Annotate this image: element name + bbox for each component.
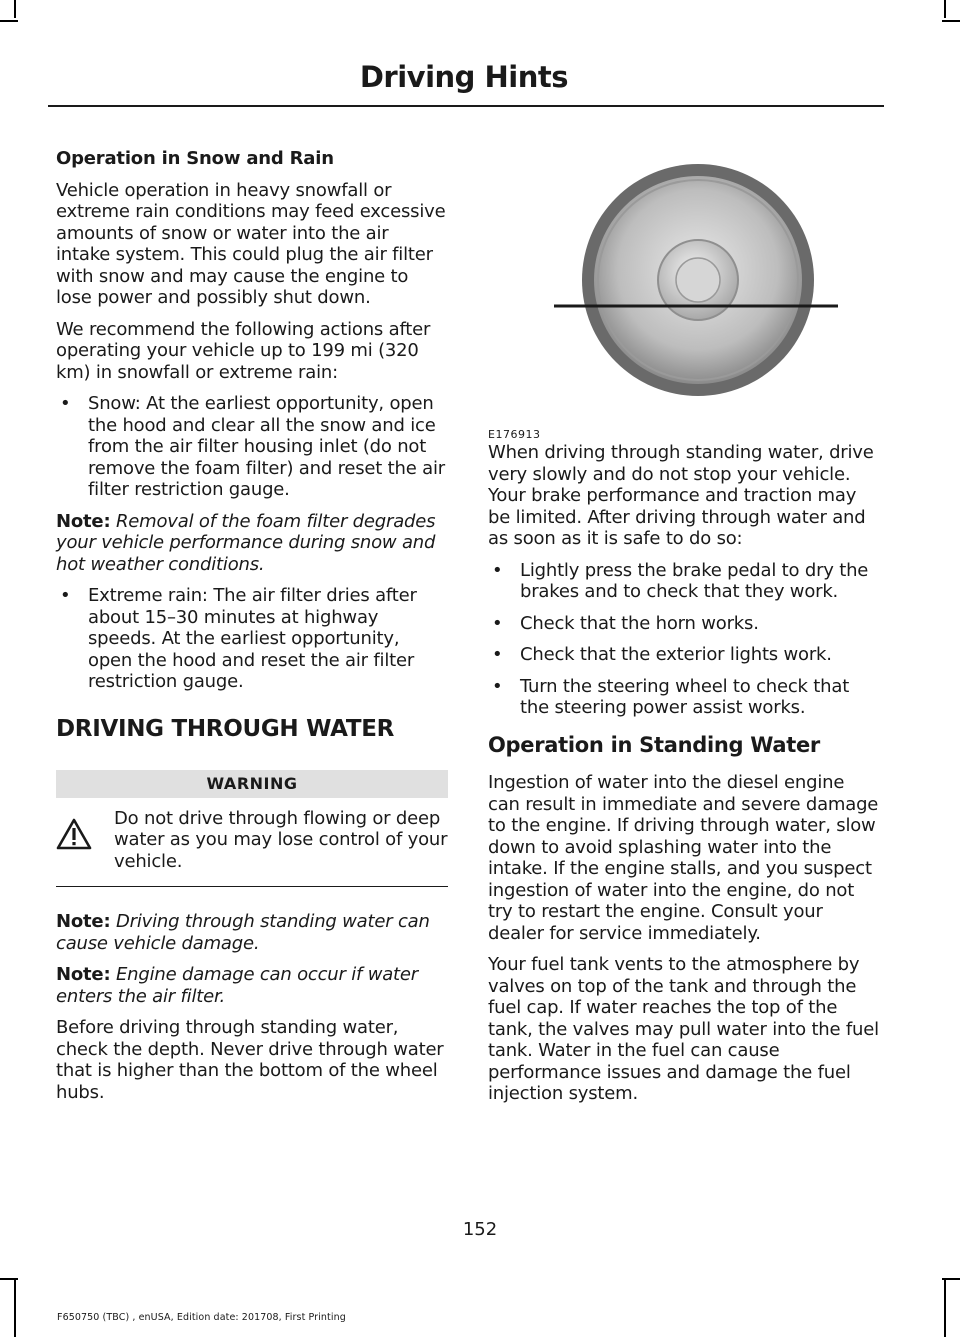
list-item: • Extreme rain: The air filter dries after about 15–30 minutes at highway speeds. At the earliest opportunity, open the hood and reset the air filter restriction gauge.	[56, 585, 448, 693]
right-column	[488, 160, 880, 1115]
crop-mark	[944, 1280, 946, 1337]
footer-edition: F650750 (TBC) , enUSA, Edition date: 201708, First Printing	[57, 1312, 346, 1323]
warning-text: Do not drive through flowing or deep water as you may lose control of your vehicle.	[114, 807, 448, 872]
crop-mark	[944, 0, 946, 18]
fuel-tank-paragraph: Your fuel tank vents to the atmosphere by valves on top of the tank and through the fuel cap. If water reaches the top of the tank, the valves may pull water into the fuel tank. Water in the fuel can cause performance issues and damage the fuel injection system.	[488, 954, 879, 1104]
note-label: Note:	[56, 911, 111, 932]
note-text: Engine damage can occur if water enters the air filter.	[56, 964, 418, 1007]
crop-mark	[0, 1278, 18, 1280]
note-label: Note:	[56, 510, 111, 532]
ingestion-paragraph: Ingestion of water into the diesel engine can result in immediate and severe damage to the engine. If driving through water, slow down to avoid splashing water into the intake. If the engine stalls, and you suspect ingestion of water into the engine, do not try to restart the engine. Consult your dealer for service immediately.	[488, 772, 879, 944]
list-item: • Turn the steering wheel to check that the steering power assist works.	[488, 676, 880, 719]
crop-mark	[14, 1280, 16, 1337]
snow-rain-paragraph: Vehicle operation in heavy snowfall or extreme rain conditions may feed excessive amounts of snow or water into the air intake system. This could plug the air filter with snow and may cause the engine to lose power and possibly shut down.	[56, 179, 446, 308]
crop-mark	[942, 1278, 960, 1280]
after-water-list	[488, 560, 880, 719]
note-foam-filter	[56, 511, 448, 576]
warning-box	[56, 808, 448, 888]
note-text: Driving through standing water can cause vehicle damage.	[56, 911, 430, 954]
wheel-hub-figure	[488, 160, 880, 442]
left-column	[56, 140, 448, 1113]
depth-paragraph: Before driving through standing water, check the depth. Never drive through water that is higher than the bottom of the wheel hubs.	[56, 1017, 444, 1103]
note-engine-damage	[56, 964, 448, 1007]
warning-triangle-icon	[56, 808, 114, 856]
warning-title: WARNING	[56, 770, 448, 798]
rain-list	[56, 585, 448, 693]
note-label: Note:	[56, 964, 111, 985]
crop-mark	[942, 20, 960, 22]
standing-water-heading: Operation in Standing Water	[488, 732, 820, 757]
page-number: 152	[462, 1219, 498, 1240]
crop-mark	[14, 0, 16, 18]
snow-list	[56, 393, 448, 501]
note-standing-water	[56, 911, 448, 954]
figure-code: E176913	[488, 428, 541, 441]
note-text: Removal of the foam filter degrades your vehicle performance during snow and hot weather conditions.	[56, 510, 436, 575]
list-item: • Snow: At the earliest opportunity, open the hood and clear all the snow and ice from the air filter housing inlet (do not remove the foam filter) and reset the air filter restriction gauge.	[56, 393, 448, 501]
snow-rain-heading: Operation in Snow and Rain	[56, 148, 334, 169]
recommend-paragraph: We recommend the following actions after operating your vehicle up to 199 mi (320 km) in snowfall or extreme rain:	[56, 318, 431, 383]
header-rule	[48, 105, 884, 107]
crop-mark	[0, 20, 18, 22]
section-heading: DRIVING THROUGH WATER	[56, 715, 395, 742]
wheel-hub-illustration	[488, 160, 880, 420]
list-item: • Check that the horn works.	[488, 613, 880, 635]
list-item: • Check that the exterior lights work.	[488, 644, 880, 666]
page-header-title: Driving Hints	[359, 60, 568, 94]
list-item: • Lightly press the brake pedal to dry the brakes and to check that they work.	[488, 560, 880, 603]
after-water-paragraph: When driving through standing water, drive very slowly and do not stop your vehicle. Your brake performance and traction may be limited. After driving through water and as soon as it is safe to do so:	[488, 442, 874, 549]
